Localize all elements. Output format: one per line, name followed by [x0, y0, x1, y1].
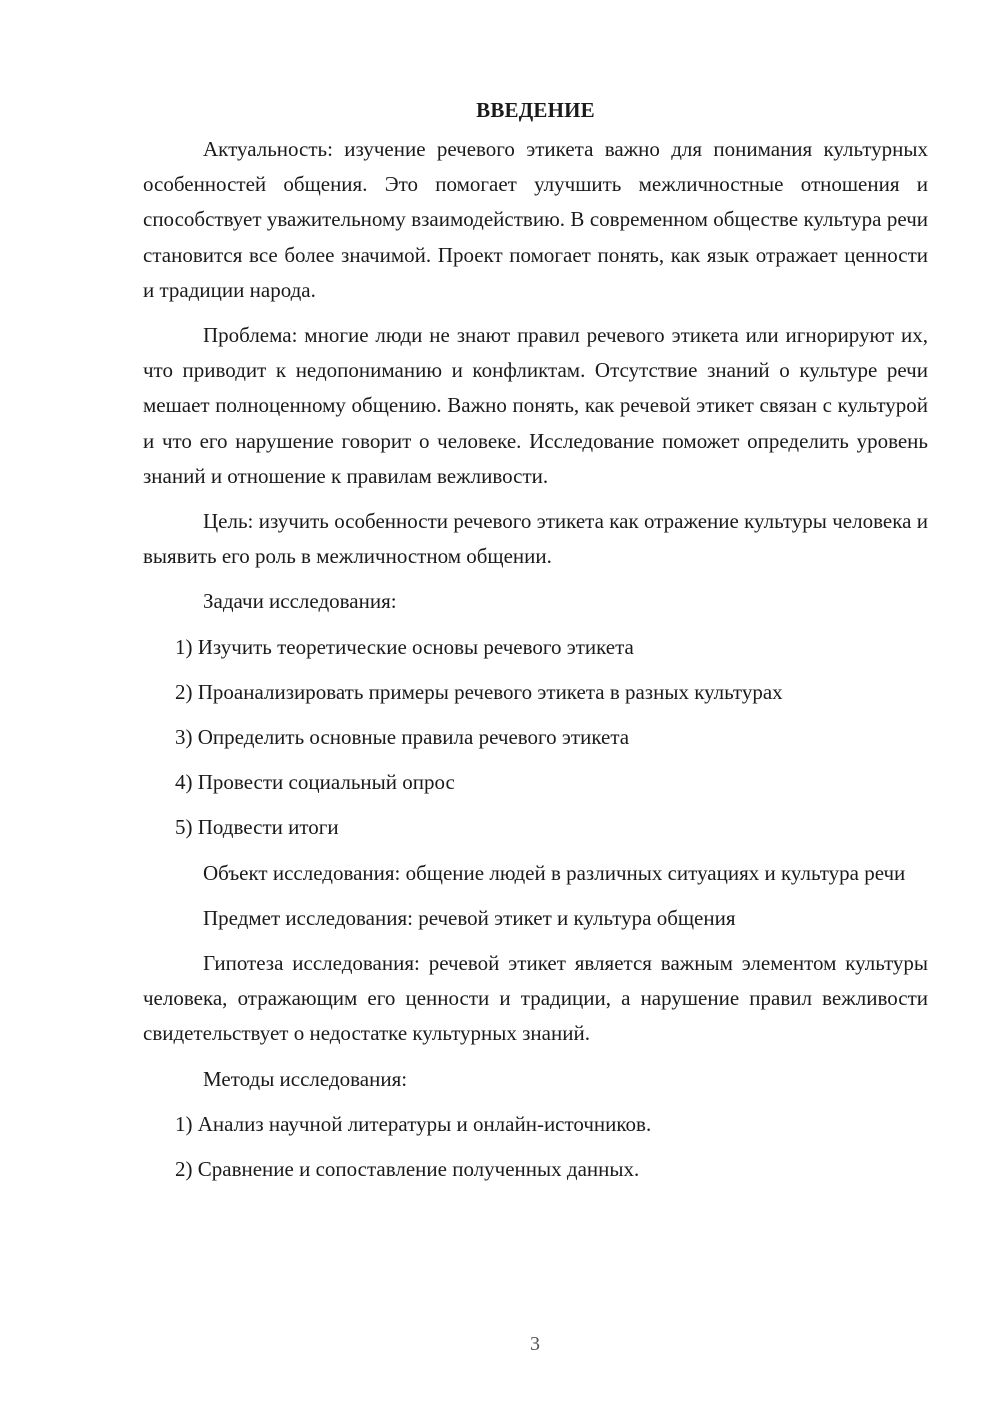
document-page: [143, 96, 928, 1197]
methods-list: [143, 1107, 928, 1187]
problem-paragraph: Проблема: многие люди не знают правил речевого этикета или игнорируют их, что приводит к недопониманию и конфликтам. Отсутствие знаний о культуре речи мешает полноценному общению. Важно понять, как речевой этикет связан с культурой и что его нарушение говорит о человеке. Исследование поможет определить уровень знаний и отношение к правилам вежливости.: [143, 323, 928, 488]
list-item: 1) Изучить теоретические основы речевого этикета: [175, 634, 634, 659]
hypothesis-paragraph: Гипотеза исследования: речевой этикет является важным элементом культуры человека, отражающим его ценности и традиции, а нарушение правил вежливости свидетельствует о недостатке культурных знаний.: [143, 951, 928, 1046]
methods-heading: Методы исследования:: [203, 1066, 408, 1091]
list-item: 3) Определить основные правила речевого этикета: [175, 725, 630, 750]
tasks-list: [143, 630, 928, 846]
section-title: ВВЕДЕНИЕ: [476, 98, 595, 122]
page-number: 3: [530, 1333, 540, 1355]
list-item: 2) Проанализировать примеры речевого этикета в разных культурах: [175, 679, 783, 704]
list-item: 2) Сравнение и сопоставление полученных данных.: [175, 1157, 640, 1182]
relevance-paragraph: Актуальность: изучение речевого этикета важно для понимания культурных особенностей общения. Это помогает улучшить межличностные отношения и способствует уважительному взаимодействию. В современном обществе культура речи становится все более значимой. Проект помогает понять, как язык отражает ценности и традиции народа.: [143, 137, 928, 302]
tasks-heading: Задачи исследования:: [203, 589, 397, 614]
subject-paragraph: Предмет исследования: речевой этикет и культура общения: [203, 905, 736, 930]
object-paragraph: Объект исследования: общение людей в различных ситуациях и культура речи: [203, 860, 906, 885]
goal-paragraph: Цель: изучить особенности речевого этикета как отражение культуры человека и выявить его роль в межличностном общении.: [143, 509, 928, 569]
list-item: 1) Анализ научной литературы и онлайн-источников.: [175, 1111, 652, 1136]
list-item: 5) Подвести итоги: [175, 815, 339, 840]
list-item: 4) Провести социальный опрос: [175, 770, 455, 795]
